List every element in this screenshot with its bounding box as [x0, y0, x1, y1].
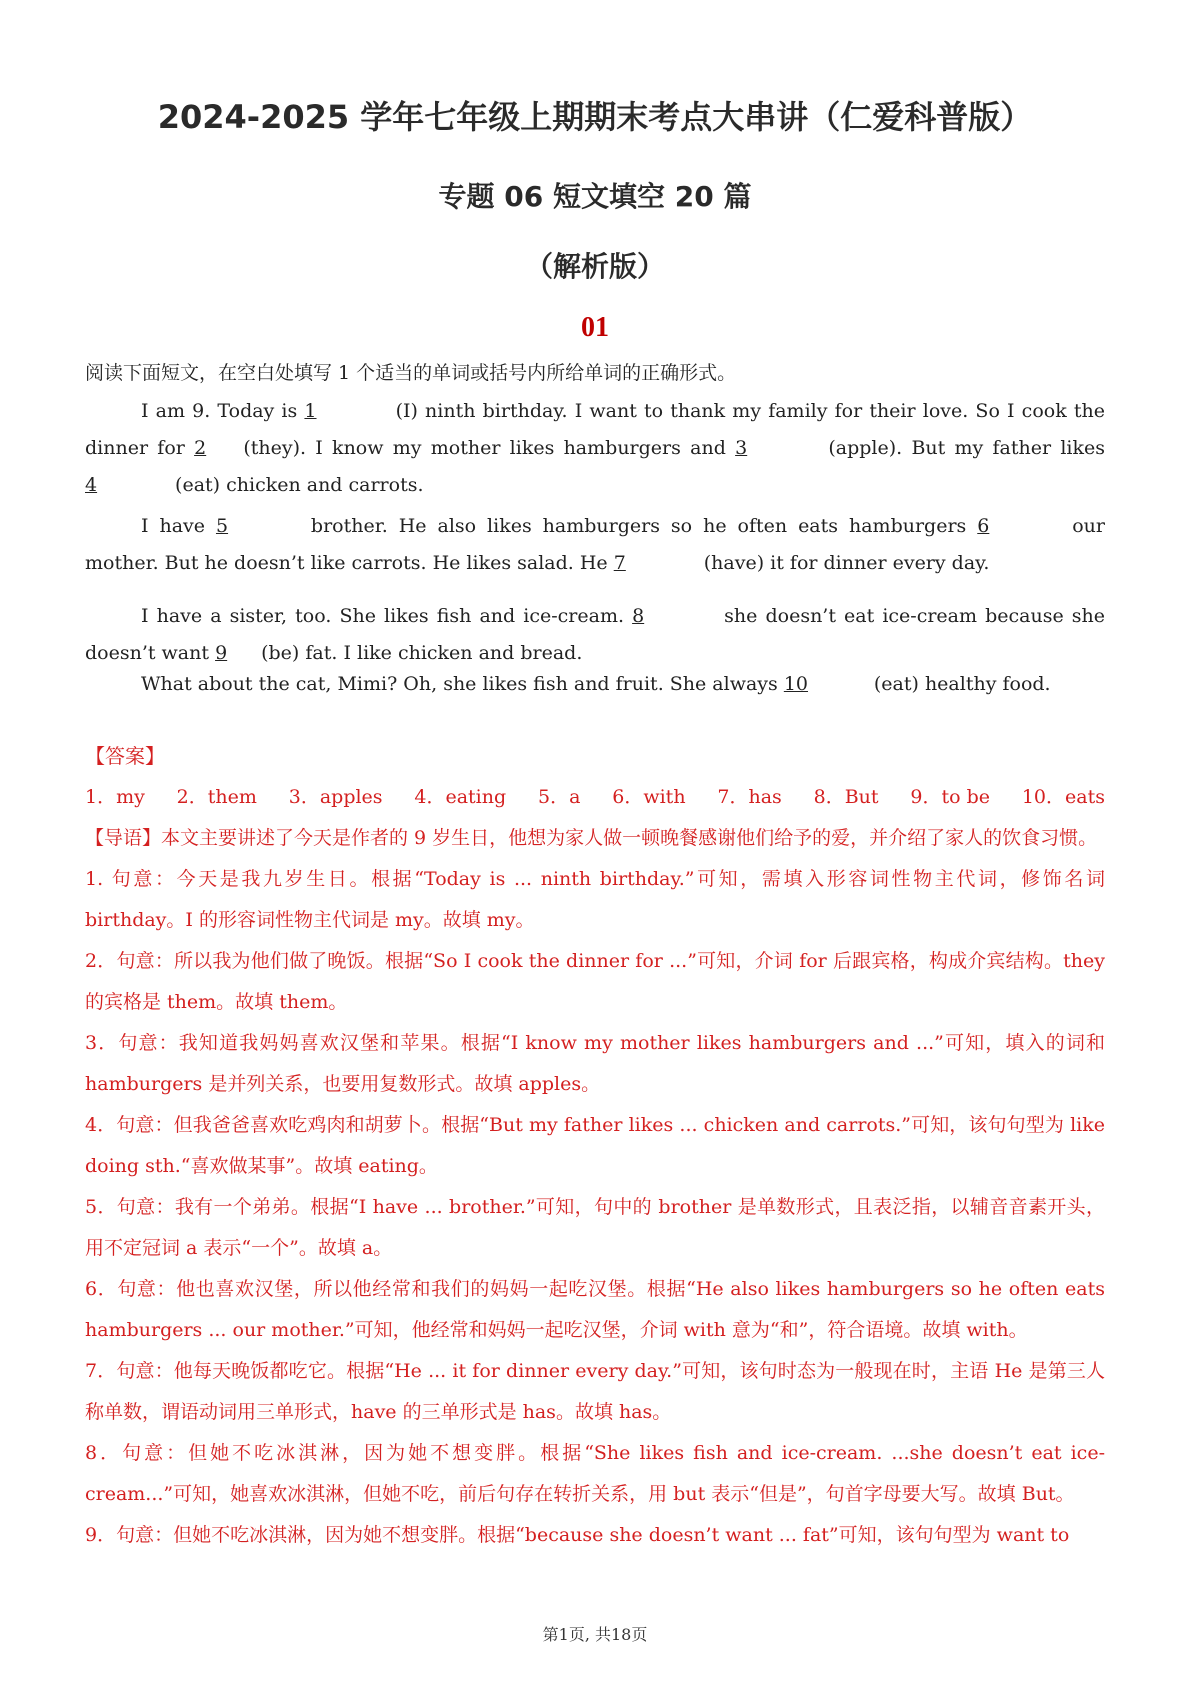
answer-item: 5．a: [538, 786, 581, 808]
explanation-item: 1. 句意：今天是我九岁生日。根据“Today is ... ninth birthday.”可知，需填入形容词性物主代词，修饰名词 birthday。I 的形容词性物主代词是 my。故填 my。: [85, 868, 1105, 931]
answer-item: 7．has: [717, 786, 782, 808]
topic-subtitle: 专题 06 短文填空 20 篇: [438, 180, 752, 213]
answer-item: 8．But: [813, 786, 879, 808]
explanation-item: 9．句意：但她不吃冰淇淋，因为她不想变胖。根据“because she doesn’t want ... fat”可知，该句句型为 want to: [85, 1524, 1070, 1546]
instruction-text: 阅读下面短文，在空白处填写 1 个适当的单词或括号内所给单词的正确形式。: [85, 362, 737, 384]
passage-text: (eat) healthy food.: [867, 673, 1051, 695]
blank-5: 5: [215, 515, 229, 537]
passage-text: (I) ninth birthday. I want to thank my family for their love. So I cook the dinner for: [85, 400, 1105, 459]
passage-text: I have: [141, 515, 216, 537]
passage-text: (they). I know my mother likes hamburgers and: [234, 437, 736, 459]
blank-1: 1: [304, 400, 317, 422]
answer-item: 6．with: [612, 786, 686, 808]
answer-item: 10．eats: [1021, 786, 1105, 808]
answer-item: 4．eating: [414, 786, 507, 808]
blank-10: 10: [783, 673, 809, 695]
answer-list: [85, 782, 1105, 809]
passage-text: brother. He also likes hamburgers so he often eats hamburgers: [299, 515, 978, 537]
passage-text: she doesn’t eat ice-cream because she doesn’t want: [85, 605, 1106, 664]
passage-paragraph-2: [85, 508, 1105, 582]
blank-6: 6: [977, 515, 990, 537]
answer-item: 1．my: [85, 786, 145, 808]
explanation-item: 7．句意：他每天晚饭都吃它。根据“He ... it for dinner every day.”可知，该句时态为一般现在时，主语 He 是第三人称单数，谓语动词用三单形式，have 的三单形式是 has。故填 has。: [85, 1360, 1105, 1423]
passage-text: (be) fat. I like chicken and bread.: [255, 642, 583, 664]
answer-item: 9．to be: [910, 786, 990, 808]
explanation-item: 4．句意：但我爸爸喜欢吃鸡肉和胡萝卜。根据“But my father likes ... chicken and carrots.”可知，该句句型为 like doing sth.“喜欢做某事”。故填 eating。: [85, 1114, 1105, 1177]
blank-2: 2: [194, 437, 207, 459]
blank-3: 3: [735, 437, 748, 459]
explanation-item: 6．句意：他也喜欢汉堡，所以他经常和我们的妈妈一起吃汉堡。根据“He also likes hamburgers so he often eats hamburgers ... our mother.”可知，他经常和妈妈一起吃汉堡，介词 with 意为“和”，符合语境。故填 with。: [85, 1278, 1105, 1341]
explanation-item: 8．句意：但她不吃冰淇淋，因为她不想变胖。根据“She likes fish and ice-cream. ...she doesn’t eat ice-cream...”可知，她喜欢冰淇淋，但她不吃，前后句存在转折关系，用 but 表示“但是”，句首字母要大写。故填 But。: [85, 1442, 1105, 1505]
passage-text: (eat) chicken and carrots.: [169, 474, 424, 496]
blank-8: 8: [632, 605, 645, 627]
passage-paragraph-1: [85, 393, 1105, 504]
answer-item: 2．them: [176, 786, 257, 808]
blank-4: 4: [85, 474, 98, 496]
passage-number: 01: [581, 312, 609, 343]
passage-paragraph-3: [85, 598, 1105, 672]
passage-text: (apple). But my father likes: [819, 437, 1105, 459]
answer-item: 3．apples: [288, 786, 383, 808]
blank-7: 7: [613, 552, 626, 574]
document-title: 2024-2025 学年七年级上期期末考点大串讲（仁爱科普版）: [157, 98, 1033, 136]
explanation-item: 5．句意：我有一个弟弟。根据“I have ... brother.”可知，句中的 brother 是单数形式，且表泛指，以辅音音素开头，用不定冠词 a 表示“一个”。故填 a。: [85, 1196, 1105, 1259]
passage-text: I am 9. Today is: [141, 400, 305, 422]
passage-text: What about the cat, Mimi? Oh, she likes fish and fruit. She always: [141, 673, 784, 695]
passage-paragraph-4: [85, 666, 1105, 703]
explanation-section: [85, 818, 1105, 1556]
guide-text: 【导语】本文主要讲述了今天是作者的 9 岁生日，他想为家人做一顿晚餐感谢他们给予的爱，并介绍了家人的饮食习惯。: [85, 827, 1098, 849]
passage-text: I have a sister, too. She likes fish and ice-cream.: [141, 605, 633, 627]
page-number: 第1页, 共18页: [542, 1625, 648, 1644]
answer-heading: 【答案】: [85, 744, 165, 768]
blank-9: 9: [215, 642, 228, 664]
explanation-item: 3．句意：我知道我妈妈喜欢汉堡和苹果。根据“I know my mother likes hamburgers and ...”可知，填入的词和 hamburgers 是并列关系，也要用复数形式。故填 apples。: [85, 1032, 1105, 1095]
edition-label: （解析版）: [524, 250, 665, 283]
passage-text: (have) it for dinner every day.: [697, 552, 990, 574]
passage-text: our mother. But he doesn’t like carrots. He likes salad. He: [85, 515, 1105, 574]
explanation-item: 2．句意：所以我为他们做了晚饭。根据“So I cook the dinner for ...”可知，介词 for 后跟宾格，构成介宾结构。they 的宾格是 them。故填 them。: [85, 950, 1105, 1013]
